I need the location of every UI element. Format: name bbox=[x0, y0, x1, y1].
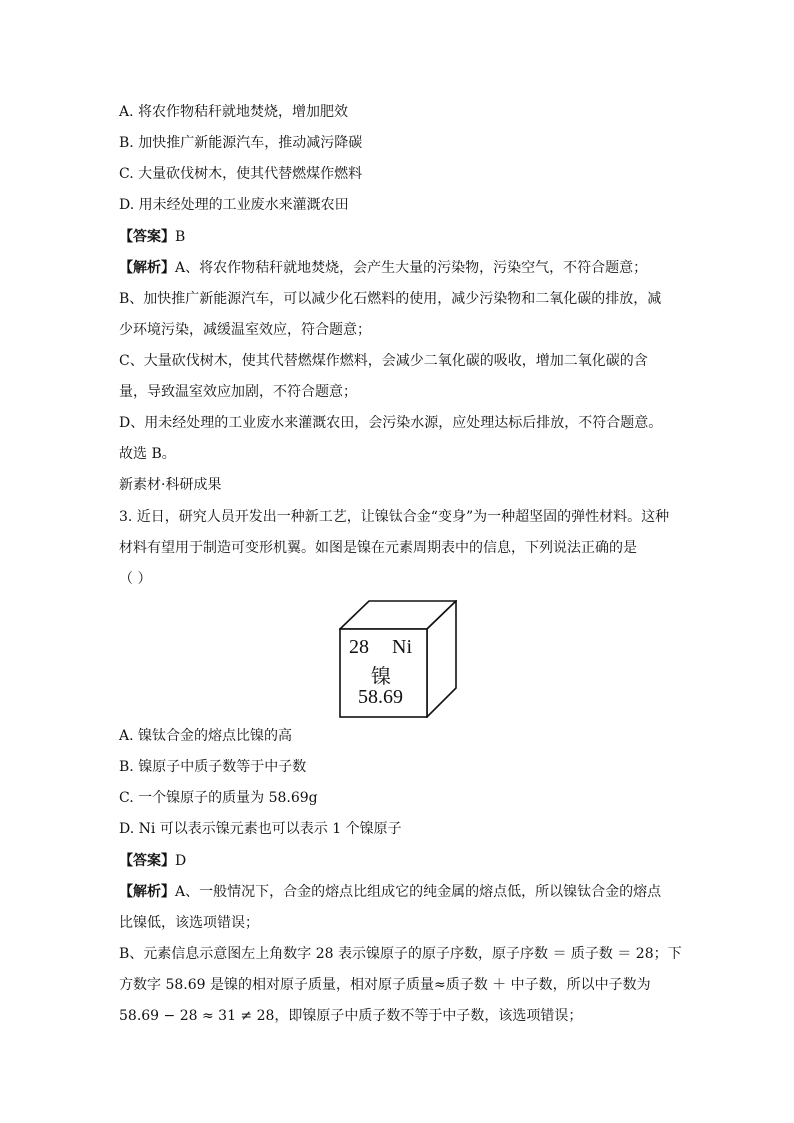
q3-option-b: B. 镍原子中质子数等于中子数 bbox=[119, 759, 307, 775]
q2-option-d: D. 用未经处理的工业废水来灌溉农田 bbox=[119, 197, 349, 213]
atomic-mass: 58.69 bbox=[358, 686, 403, 708]
analysis-text: A、一般情况下，合金的熔点比组成它的纯金属的熔点低，所以镍钛合金的熔点 bbox=[175, 884, 662, 900]
q3-stem-line: 材料有望用于制造可变形机翼。如图是镍在元素周期表中的信息，下列说法正确的是 bbox=[119, 540, 637, 556]
q3-stem-line: 3. 近日，研究人员开发出一种新工艺，让镍钛合金“变身”为一种超坚固的弹性材料。这种 bbox=[119, 509, 670, 525]
answer-label: 【答案】 bbox=[119, 853, 175, 869]
q2-analysis-line: 量，导致温室效应加剧，不符合题意； bbox=[119, 384, 357, 400]
q3-option-d: D. Ni 可以表示镍元素也可以表示 1 个镍原子 bbox=[119, 821, 402, 837]
element-name: 镍 bbox=[371, 664, 391, 688]
q2-answer bbox=[119, 227, 185, 247]
analysis-label: 【解析】 bbox=[119, 260, 175, 276]
atomic-number: 28 bbox=[349, 636, 369, 658]
q3-analysis-line: 比镍低，该选项错误； bbox=[119, 915, 259, 931]
q3-analysis-line: 58.69 − 28 ≈ 31 ≠ 28，即镍原子中质子数不等于中子数，该选项错误； bbox=[119, 1008, 583, 1024]
q2-analysis-line: B、加快推广新能源汽车，可以减少化石燃料的使用，减少污染物和二氧化碳的排放，减 bbox=[119, 291, 662, 307]
section-tag: 新素材·科研成果 bbox=[119, 477, 222, 493]
analysis-label: 【解析】 bbox=[119, 884, 175, 900]
q2-option-c: C. 大量砍伐树木，使其代替燃煤作燃料 bbox=[119, 166, 363, 182]
q2-analysis-line: C、大量砍伐树木，使其代替燃煤作燃料，会减少二氧化碳的吸收，增加二氧化碳的含 bbox=[119, 353, 648, 369]
q3-analysis-line: 方数字 58.69 是镍的相对原子质量，相对原子质量≈质子数 ＋ 中子数，所以中子数为 bbox=[119, 977, 651, 993]
q3-answer bbox=[119, 851, 186, 871]
answer-value: B bbox=[175, 229, 186, 245]
q2-analysis-line: 故选 B。 bbox=[119, 446, 176, 462]
q2-option-a: A. 将农作物秸秆就地焚烧，增加肥效 bbox=[119, 104, 349, 120]
q2-analysis-line: D、用未经处理的工业废水来灌溉农田，会污染水源，应处理达标后排放，不符合题意。 bbox=[119, 415, 663, 431]
q2-analysis-line: 少环境污染，减缓温室效应，符合题意； bbox=[119, 322, 371, 338]
element-cube-figure bbox=[339, 600, 457, 718]
q2-option-b: B. 加快推广新能源汽车，推动减污降碳 bbox=[119, 135, 363, 151]
answer-value: D bbox=[175, 853, 187, 869]
q3-analysis-line: B、元素信息示意图左上角数字 28 表示镍原子的原子序数，原子序数 ＝ 质子数 ＝ 28；下 bbox=[119, 946, 682, 962]
q3-analysis-line bbox=[119, 882, 661, 902]
q3-option-a: A. 镍钛合金的熔点比镍的高 bbox=[119, 728, 293, 744]
q2-analysis-line bbox=[119, 258, 647, 278]
q3-stem-line: （ ） bbox=[119, 571, 152, 587]
q3-option-c: C. 一个镍原子的质量为 58.69g bbox=[119, 790, 318, 806]
answer-label: 【答案】 bbox=[119, 229, 175, 245]
analysis-text: A、将农作物秸秆就地焚烧，会产生大量的污染物，污染空气，不符合题意； bbox=[175, 260, 648, 276]
element-symbol: Ni bbox=[392, 636, 412, 658]
